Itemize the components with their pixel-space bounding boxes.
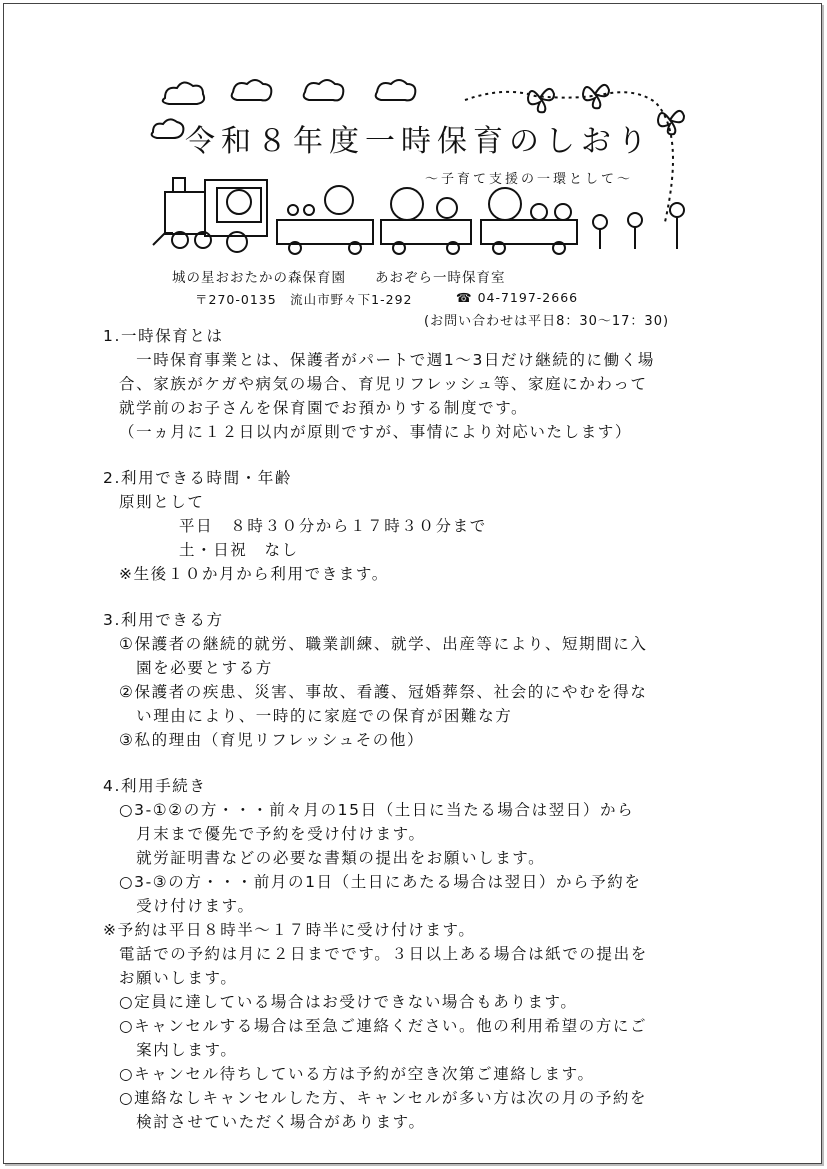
cloud-icon (163, 82, 204, 104)
phone-number: 04-7197-2666 (477, 290, 579, 305)
butterfly-icon (583, 85, 609, 108)
section-text-line: 土・日祝 なし (179, 541, 299, 559)
train-car (381, 188, 471, 254)
address: 〒270-0135 流山市野々下1-292 (195, 292, 413, 307)
hours-note: (お問い合わせは平日8：30～17：30) (424, 314, 670, 329)
locomotive (153, 178, 267, 252)
telephone-icon: ☎ (456, 290, 473, 305)
section-text-line: お願いします。 (119, 969, 238, 987)
page-title: 令和８年度一時保育のしおり (185, 124, 653, 159)
section-text-line: ○キャンセル待ちしている方は予約が空き次第ご連絡します。 (119, 1065, 595, 1083)
section-heading: 4.利用手続き (103, 777, 207, 795)
section-text-line: 一時保育事業とは、保護者がパートで週1～3日だけ継続的に働く場 (119, 351, 655, 369)
cloud-icon (376, 80, 416, 100)
cloud-icon (232, 80, 272, 100)
section-text-line: ○3-③の方・・・前月の1日（土日にあたる場合は翌日）から予約を (119, 873, 642, 891)
section-text-line: ○3-①②の方・・・前々月の15日（土日に当たる場合は翌日）から (119, 801, 635, 819)
facility-name: 城の星おおたかの森保育園 あおぞら一時保育室 (172, 270, 506, 286)
section-text-line: 平日 ８時３０分から１７時３０分まで (179, 517, 487, 535)
section-text-line: 電話での予約は月に２日までです。３日以上ある場合は紙での提出を (119, 945, 648, 963)
section-text-line: ○連絡なしキャンセルした方、キャンセルが多い方は次の月の予約を (119, 1089, 648, 1107)
section-heading: 3.利用できる方 (103, 611, 224, 629)
section-text-line: （一ヵ月に１２日以内が原則ですが、事情により対応いたします） (119, 423, 633, 441)
section-text-line: 合、家族がケガや病気の場合、育児リフレッシュ等、家庭にかわって (119, 375, 648, 393)
section-text-line: い理由により、一時的に家庭での保育が困難な方 (119, 707, 513, 725)
flower-icon (593, 203, 684, 249)
section-text-line: ①保護者の継続的就労、職業訓練、就学、出産等により、短期間に入 (119, 635, 648, 653)
section-text-line: ○キャンセルする場合は至急ご連絡ください。他の利用希望の方にご (119, 1017, 648, 1035)
section-text-line: ※予約は平日８時半～１７時半に受け付けます。 (103, 921, 476, 939)
section-text-line: 月末まで優先で予約を受け付けます。 (119, 825, 426, 843)
section-text-line: 受け付けます。 (119, 897, 255, 915)
section-text-line: 園を必要とする方 (119, 659, 273, 677)
section-text-line: 就学前のお子さんを保育園でお預かりする制度です。 (119, 399, 529, 417)
section-text-line: 案内します。 (119, 1041, 238, 1059)
train-illustration (145, 70, 705, 260)
phone-row (456, 290, 578, 305)
section-spacer (103, 586, 723, 608)
section-text-line: 原則として (119, 493, 205, 511)
document-body (103, 324, 723, 1134)
butterfly-icon (528, 89, 554, 112)
page-subtitle: ～子育て支援の一環として～ (425, 172, 634, 187)
section-text-line: ③私的理由（育児リフレッシュその他） (119, 731, 425, 749)
section-text-line: ②保護者の疾患、災害、事故、看護、冠婚葬祭、社会的にやむを得な (119, 683, 648, 701)
section-spacer (103, 444, 723, 466)
train-car (277, 186, 373, 254)
section-text-line: 検討させていただく場合があります。 (119, 1113, 426, 1131)
section-text-line: ※生後１０か月から利用できます。 (119, 565, 389, 583)
section-heading: 2.利用できる時間・年齢 (103, 469, 292, 487)
section-text-line: 就労証明書などの必要な書類の提出をお願いします。 (119, 849, 546, 867)
section-text-line: ○定員に達している場合はお受けできない場合もあります。 (119, 993, 578, 1011)
train-car (481, 188, 577, 254)
section-heading: 1.一時保育とは (103, 327, 224, 345)
cloud-icon (152, 119, 184, 138)
section-spacer (103, 752, 723, 774)
cloud-icon (304, 80, 344, 100)
